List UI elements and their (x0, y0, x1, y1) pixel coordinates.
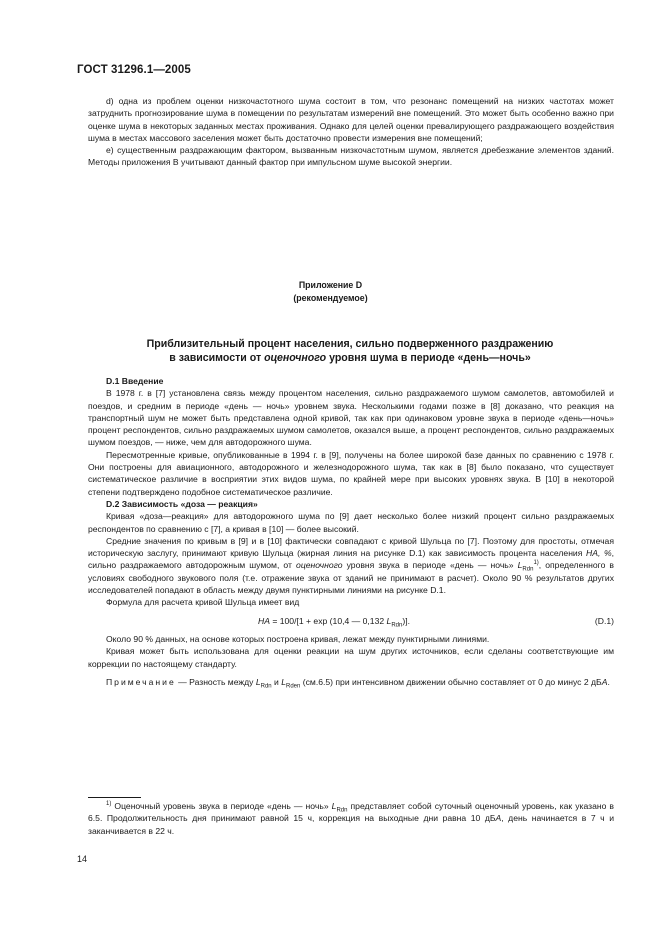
footnote-subscript: Rdn (336, 807, 348, 814)
heading-text: в зависимости от (169, 352, 265, 364)
note-label: Примечание (106, 676, 176, 687)
footnote-part: , день начинается в 7 ч и заканчивается в 22 ч. (88, 813, 614, 836)
appendix-label (0, 279, 661, 304)
l-symbol: L (517, 560, 523, 571)
note (88, 676, 614, 688)
appendix-heading-line1: Приблизительный процент населения, сильно подверженного раздражению (146, 338, 554, 350)
appendix-title: Приложение D (298, 280, 363, 290)
formula-d1 (88, 615, 614, 627)
footnote-italic: А (495, 813, 502, 824)
footnote-part: представляет собой суточный оценочный уровень, как указано в 6.5. Продолжительность дня принимают равной 15 ч, коррекция на выходные дни равна 10 дБ (88, 801, 614, 824)
section-d2-paragraph-2 (88, 535, 614, 596)
footnote-mark: 1) (106, 801, 112, 808)
paragraph-text: , определенного в условиях свободного звукового поля (т.е. отражение звука от зданий не принимают в расчет). Около 90 % результатов других исследователей попадают в область между двумя пунктирными линиями на рисунке D.1. (88, 560, 614, 596)
section-d1-heading: D.1 Введение (106, 376, 164, 386)
note-italic: А (601, 676, 608, 687)
formula-l: L (386, 615, 392, 626)
note-l-symbol: L (255, 676, 261, 687)
formula-text: )]. (402, 615, 410, 626)
footnote-ref: 1) (533, 560, 539, 567)
l-subscript: Rdn (522, 567, 534, 574)
section-d1-paragraph-2: Пересмотренные кривые, опубликованные в 1994 г. в [9], получены на более широкой базе данных по сравнению с 1978 г. Они построены для авиационного, автодорожного и железнодорожного шума, так как в [8] было показано, что существует систематическое различие в восприятии этих видов шума, по крайней мере при высоких уровнях звука. В [10] в некоторой степени подтверждено подобное систематическое различие. (88, 449, 614, 497)
formula-text: = 100/[1 + exp (10,4 — 0,132 (269, 615, 387, 626)
appendix-status: (рекомендуемое) (293, 292, 368, 303)
page-number: 14 (77, 854, 88, 864)
formula-expression (258, 615, 410, 627)
section-d2-paragraph-3: Около 90 % данных, на основе которых построена кривая, лежат между пунктирными линиями. (106, 633, 490, 644)
heading-italic: оценочного (264, 352, 327, 364)
section-d2-paragraph-4: Кривая может быть использована для оценки реакции на шум других источников, если сделаны соответствующие им коррекции по настоящему стандарту. (88, 646, 614, 669)
section-d1-paragraph-1: В 1978 г. в [7] установлена связь между процентом населения, сильно раздражаемого шумом самолетов, автомобилей и поездов, и средним в периоде «день — ночь» уровнем звука. Несколькими годами позже в [8] доказано, что реакция на транспортный шум не может быть представлена одной кривой, так как при одинаковом уровне звука в периоде «день—ночь» процент респондентов, сильно раздражаемых шумом самолетов, оказался выше, а процент респондентов, сильно раздражаемых шумом поездов, — ниже, чем для автодорожного шума. (88, 388, 614, 448)
document-header: ГОСТ 31296.1—2005 (77, 64, 191, 76)
ha-symbol: НА, % (586, 548, 612, 559)
section-d2-heading: D.2 Зависимость «доза — реакция» (106, 498, 258, 509)
section-d2-paragraph-1: Кривая «доза—реакция» для автодорожного шума по [9] дает несколько более низкий процент сильно раздражаемых респондентов по сравнению с [7], а кривая в [10] — более высокий. (88, 511, 614, 534)
intro-item-e: е) существенным раздражающим фактором, вызванным низкочастотным шумом, является дребезжание элементов зданий. Методы приложения В учитывают данный фактор при импульсном шуме высокой энергии. (88, 145, 614, 168)
heading-text: уровня шума в периоде «день—ночь» (326, 352, 531, 364)
footnote-separator (88, 797, 141, 798)
formula-number: (D.1) (594, 615, 614, 626)
footnote-l-symbol: L (331, 801, 337, 811)
footnote-part: Оценочный уровень звука в периоде «день — ночь» (111, 801, 332, 811)
note-l-symbol: L (281, 676, 287, 687)
paragraph-text: , сильно раздражаемого автодорожным шумом, от (88, 548, 614, 571)
appendix-heading (100, 337, 600, 365)
note-text: и (271, 676, 282, 687)
appendix-heading-line2 (100, 351, 600, 365)
note-text: (см.6.5) при интенсивном движении обычно составляет от 0 до минус 2 дБ (300, 676, 602, 687)
intro-item-d: d) одна из проблем оценки низкочастотного шума состоит в том, что резонанс помещений на низких частотах может затруднить прогнозирование шума в помещении по результатам измерений вне помещений. Это может быть особенно важно при оценке шума в некоторых заданных местах проживания. Однако для целей оценки превалирующего раздражающего воздействия шума в местах массового заселения может быть достаточно провести измерения вне помещений; (88, 96, 614, 143)
note-subscript: Rdn (260, 683, 272, 690)
formula-subscript: Rdn (391, 622, 403, 629)
paragraph-text: уровня звука в периоде «день — ночь» (342, 560, 518, 571)
formula-intro: Формула для расчета кривой Шульца имеет вид (106, 597, 300, 608)
note-text: . (607, 676, 610, 687)
intro-block (88, 95, 614, 169)
paragraph-italic: оценочного (296, 560, 343, 571)
footnote (88, 800, 614, 837)
note-subscript: Rden (286, 683, 301, 690)
footnote-text (88, 800, 614, 837)
formula-ha: HA (258, 615, 270, 626)
paragraph-text: Средние значения по кривым в [9] и в [10] фактически совпадают с кривой Шульца по [7]. Поэтому для простоты, отмечая историческую заслугу, принимают кривую Шульца (жирная линия на рисунке D.1) как зависимость процента населения (88, 535, 614, 559)
note-text: — Разность между (175, 676, 256, 687)
appendix-body (88, 375, 614, 688)
